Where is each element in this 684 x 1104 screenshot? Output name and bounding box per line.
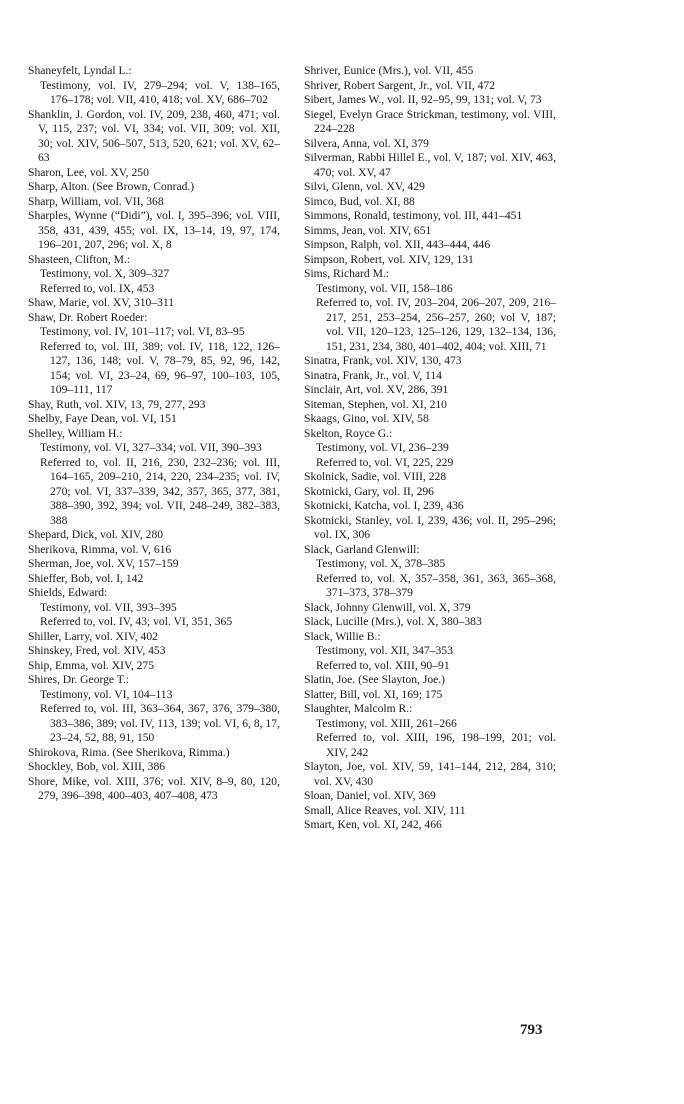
index-entry: Shockley, Bob, vol. XIII, 386 xyxy=(28,760,166,773)
index-entry: Smart, Ken, vol. XI, 242, 466 xyxy=(304,818,442,831)
index-entry: Sharp, Alton. (See Brown, Conrad.) xyxy=(28,180,195,193)
index-entry: Shriver, Robert Sargent, Jr., vol. VII, 472 xyxy=(304,78,496,92)
index-entry: Sharon, Lee, vol. XV, 250 xyxy=(28,165,149,179)
index-entry: Skotnicki, Katcha, vol. I, 239, 436 xyxy=(304,499,464,512)
index-entry: Sinatra, Frank, vol. XIV, 130, 473 xyxy=(304,354,462,367)
index-entry: Shelby, Faye Dean, vol. VI, 151 xyxy=(28,412,177,425)
index-entry: Shields, Edward: xyxy=(28,586,108,599)
index-subentry: Referred to, vol. XIII, 90–91 xyxy=(316,658,450,672)
index-entry: Shore, Mike, vol. XIII, 376; vol. XIV, 8–9, 80, 120, 279, 396–398, 400–403, 407–408, 473 xyxy=(28,774,280,802)
index-subentry: Referred to, vol. X, 357–358, 361, 363, 365–368, 371–373, 378–379 xyxy=(316,571,556,599)
index-entry: Shriver, Eunice (Mrs.), vol. VII, 455 xyxy=(304,64,474,77)
index-entry: Sibert, James W., vol. II, 92–95, 99, 131; vol. V, 73 xyxy=(304,93,542,106)
index-entry: Slack, Lucille (Mrs.), vol. X, 380–383 xyxy=(304,615,482,628)
index-subentry: Testimony, vol. XIII, 261–266 xyxy=(316,716,457,730)
index-subentry: Testimony, vol. XII, 347–353 xyxy=(316,644,453,657)
index-entry: Silvi, Glenn, vol. XV, 429 xyxy=(304,180,425,193)
index-subentry: Referred to, vol. II, 216, 230, 232–236; vol. III, 164–165, 209–210, 214, 220, 234–235; vol. IV, 270; vol. VI, 337–339, 342, 357, 365, 377, 381, 388–390, 392, 394; vol. VII, 248–249, 382–383, 388 xyxy=(40,455,280,527)
index-subentry: Referred to, vol. IV, 43; vol. VI, 351, 365 xyxy=(40,615,233,628)
index-subentry: Referred to, vol. III, 363–364, 367, 376, 379–380, 383–386, 389; vol. IV, 113, 139; vol. VI, 6, 8, 17, 23–24, 52, 88, 91, 150 xyxy=(40,702,280,744)
index-entry: Sinatra, Frank, Jr., vol. V, 114 xyxy=(304,368,442,382)
index-entry: Slaughter, Malcolm R.: xyxy=(304,702,413,715)
index-subentry: Testimony, vol. VI, 104–113 xyxy=(40,687,173,701)
index-entry: Sims, Richard M.: xyxy=(304,267,390,280)
index-entry: Shaneyfelt, Lyndal L.: xyxy=(28,64,132,77)
index-entry: Shinskey, Fred, vol. XIV, 453 xyxy=(28,644,166,657)
index-entry: Slatter, Bill, vol. XI, 169; 175 xyxy=(304,687,443,701)
index-subentry: Referred to, vol. XIII, 196, 198–199, 201; vol. XIV, 242 xyxy=(316,731,556,759)
index-entry: Simms, Jean, vol. XIV, 651 xyxy=(304,223,432,237)
index-entry: Sharp, William, vol. VII, 368 xyxy=(28,194,164,208)
index-entry: Shepard, Dick, vol. XIV, 280 xyxy=(28,528,164,541)
page-number: 793 xyxy=(520,1022,543,1038)
index-entry: Skolnick, Sadie, vol. VIII, 228 xyxy=(304,470,447,483)
index-entry: Slack, Garland Glenwill: xyxy=(304,542,420,556)
index-entry: Skaags, Gino, vol. XIV, 58 xyxy=(304,412,429,425)
index-entry: Simpson, Ralph, vol. XII, 443–444, 446 xyxy=(304,238,491,251)
index-entry: Slayton, Joe, vol. XIV, 59, 141–144, 212, 284, 310; vol. XV, 430 xyxy=(304,760,556,788)
index-subentry: Testimony, vol. IV, 279–294; vol. V, 138–165, 176–178; vol. VII, 410, 418; vol. XV, 686–702 xyxy=(40,78,280,106)
index-subentry: Testimony, vol. VI, 236–239 xyxy=(316,441,449,454)
index-entry: Slack, Willie B.: xyxy=(304,629,381,643)
index-entry: Simpson, Robert, vol. XIV, 129, 131 xyxy=(304,252,474,266)
index-subentry: Testimony, vol. IV, 101–117; vol. VI, 83–95 xyxy=(40,325,245,338)
index-entry: Shirokova, Rima. (See Sherikova, Rimma.) xyxy=(28,745,230,759)
index-entry: Shaw, Marie, vol. XV, 310–311 xyxy=(28,296,175,309)
index-entry: Sherikova, Rimma, vol. V, 616 xyxy=(28,542,172,556)
index-entry: Small, Alice Reaves, vol. XIV, 111 xyxy=(304,803,466,817)
index-entry: Sinclair, Art, vol. XV, 286, 391 xyxy=(304,383,449,396)
index-subentry: Referred to, vol. IV, 203–204, 206–207, 209, 216–217, 251, 253–254, 256–257, 260; vol V, 187; vol. VII, 120–123, 125–126, 129, 132–134, 136, 151, 231, 234, 380, 401–402, 404; vol. XIII, 71 xyxy=(316,296,556,353)
index-subentry: Testimony, vol. X, 309–327 xyxy=(40,267,170,280)
index-entry: Silverman, Rabbi Hillel E., vol. V, 187; vol. XIV, 463, 470; vol. XV, 47 xyxy=(304,151,556,179)
index-subentry: Referred to, vol. III, 389; vol. IV, 118, 122, 126–127, 136, 148; vol. V, 78–79, 85, 92, 96, 142, 154; vol. VI, 23–24, 69, 96–97, 100–103, 105, 109–111, 117 xyxy=(40,339,280,396)
index-entry: Skelton, Royce G.: xyxy=(304,426,393,440)
index-subentry: Testimony, vol. VII, 393–395 xyxy=(40,600,177,614)
index-entry: Sloan, Daniel, vol. XIV, 369 xyxy=(304,789,436,802)
index-entry: Skotnicki, Stanley, vol. I, 239, 436; vol. II, 295–296; vol. IX, 306 xyxy=(304,513,556,541)
index-subentry: Testimony, vol. VII, 158–186 xyxy=(316,281,453,295)
index-entry: Sharples, Wynne (“Didi”), vol. I, 395–396; vol. VIII, 358, 431, 439, 455; vol. IX, 13–14, 19, 97, 174, 196–201, 207, 296; vol. X, 8 xyxy=(28,209,280,251)
index-entry: Siegel, Evelyn Grace Strickman, testimony, vol. VIII, 224–228 xyxy=(304,107,556,135)
index-entry: Simco, Bud, vol. XI, 88 xyxy=(304,194,415,208)
index-entry: Shiller, Larry, vol. XIV, 402 xyxy=(28,629,158,643)
index-entry: Shay, Ruth, vol. XIV, 13, 79, 277, 293 xyxy=(28,397,206,411)
index-entry: Slack, Johnny Glenwill, vol. X, 379 xyxy=(304,600,471,614)
index-entry: Siteman, Stephen, vol. XI, 210 xyxy=(304,397,447,411)
index-entry: Sherman, Joe, vol. XV, 157–159 xyxy=(28,557,179,570)
index-entry: Slatin, Joe. (See Slayton, Joe.) xyxy=(304,673,446,686)
index-entry: Ship, Emma, vol. XIV, 275 xyxy=(28,658,155,672)
index-entry: Shasteen, Clifton, M.: xyxy=(28,252,131,266)
index-entry: Skotnicki, Gary, vol. II, 296 xyxy=(304,484,434,498)
index-entry: Shelley, William H.: xyxy=(28,426,123,440)
index-entry: Silvera, Anna, vol. XI, 379 xyxy=(304,136,429,150)
index-entry: Shanklin, J. Gordon, vol. IV, 209, 238, 460, 471; vol. V, 115, 237; vol. VI, 334; vol. VII, 309; vol. XII, 30; vol. XIV, 506–507, 513, 520, 621; vol. XV, 62–63 xyxy=(28,107,280,164)
index-subentry: Referred to, vol. IX, 453 xyxy=(40,281,155,295)
index-subentry: Testimony, vol. X, 378–385 xyxy=(316,557,446,570)
index-entry: Shieffer, Bob, vol. I, 142 xyxy=(28,571,144,585)
right-index-column xyxy=(304,64,556,833)
index-subentry: Referred to, vol. VI, 225, 229 xyxy=(316,455,454,469)
index-entry: Shaw, Dr. Robert Roeder: xyxy=(28,310,148,324)
index-entry: Shires, Dr. George T.: xyxy=(28,673,130,686)
index-subentry: Testimony, vol. VI, 327–334; vol. VII, 390–393 xyxy=(40,441,262,454)
left-index-column xyxy=(28,64,280,804)
index-entry: Simmons, Ronald, testimony, vol. III, 441–451 xyxy=(304,209,523,222)
